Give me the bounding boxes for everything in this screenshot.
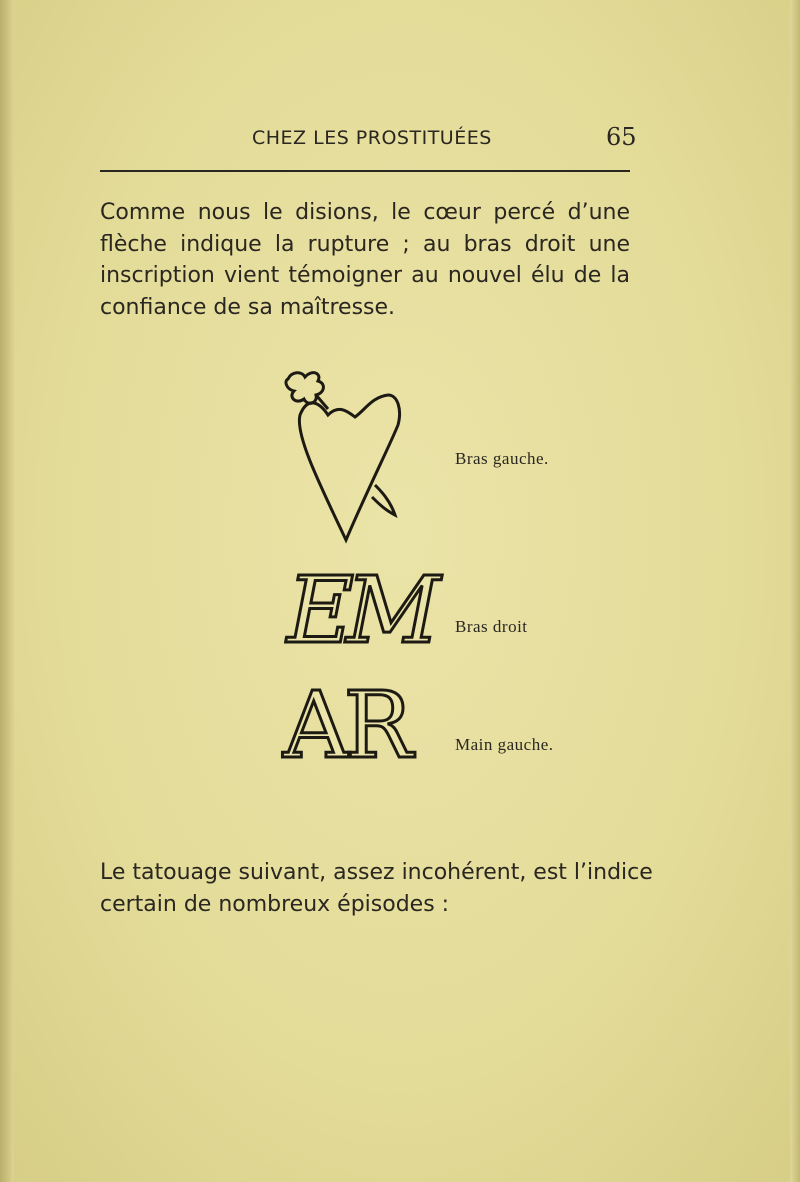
heart-arrow-tattoo-illustration xyxy=(280,365,420,555)
page-number: 65 xyxy=(606,123,637,151)
text-line: Le tatouage suivant, assez incohérent, est l’indice xyxy=(100,860,653,885)
ar-tattoo-illustration: AR xyxy=(283,672,407,779)
header-rule xyxy=(100,170,630,172)
em-tattoo-illustration: EM xyxy=(287,557,433,664)
paragraph-1 xyxy=(100,197,630,323)
page-edge-right xyxy=(790,0,800,1182)
text-line: Comme nous le disions, le cœur percé d’une xyxy=(100,200,630,225)
running-title: CHEZ LES PROSTITUÉES xyxy=(252,127,492,149)
page-header xyxy=(100,123,637,157)
figure-label-main-gauche: Main gauche. xyxy=(455,735,554,754)
paragraph-2 xyxy=(100,857,653,920)
figure-label-bras-gauche: Bras gauche. xyxy=(455,449,549,468)
figure-label-bras-droit: Bras droit xyxy=(455,617,528,636)
text-line: inscription vient témoigner au nouvel élu de la xyxy=(100,263,630,288)
text-line: certain de nombreux épisodes : xyxy=(100,891,450,917)
text-line: confiance de sa maîtresse. xyxy=(100,294,396,320)
text-line: flèche indique la rupture ; au bras droit une xyxy=(100,231,630,257)
page-edge-left xyxy=(0,0,14,1182)
